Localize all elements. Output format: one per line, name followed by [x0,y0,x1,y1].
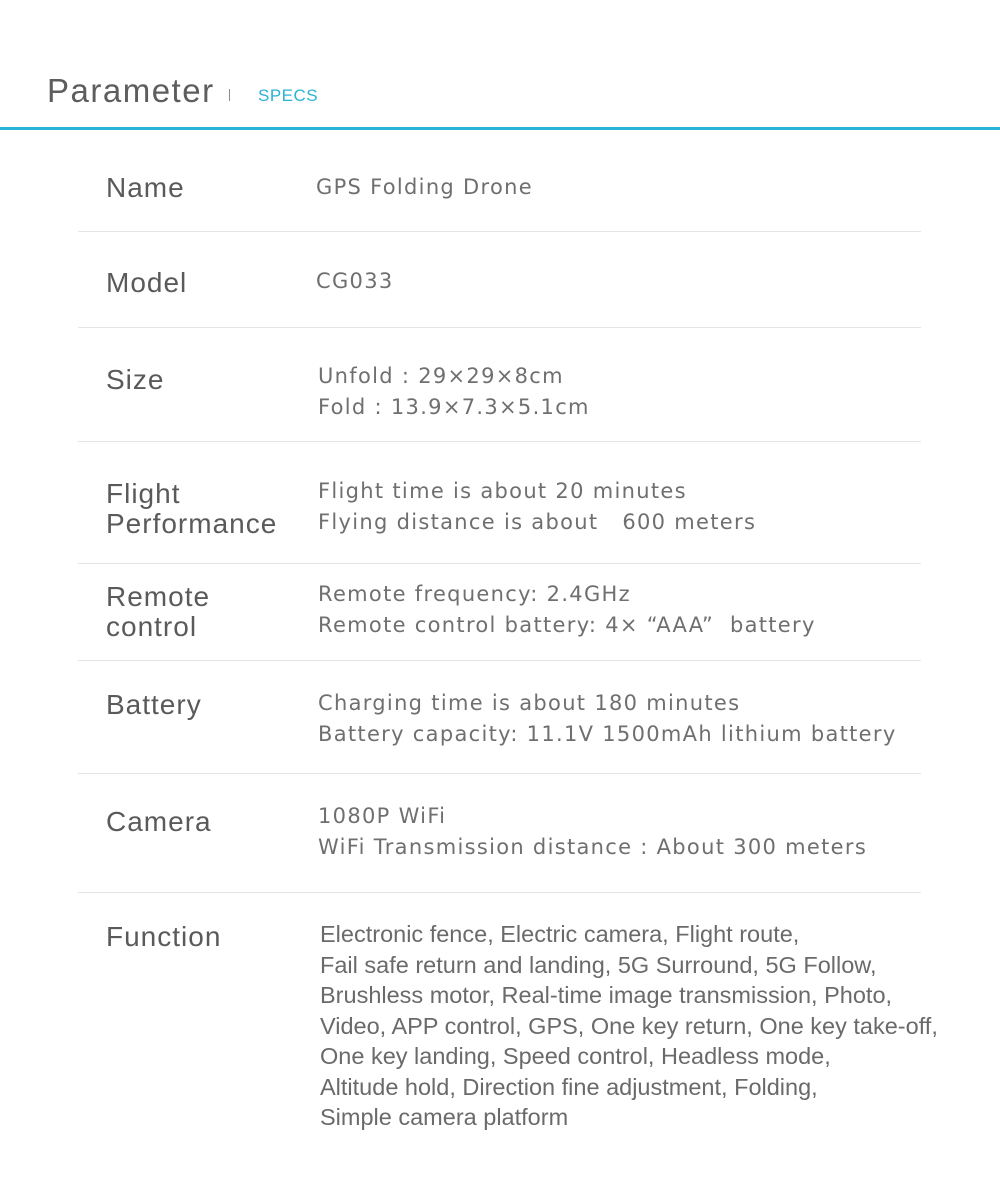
spec-label-line: Function [106,921,222,952]
spec-label [106,173,185,203]
spec-value-line: Flight time is about 20 minutes [318,479,687,503]
spec-value [316,266,394,297]
page-header [0,0,1000,130]
spec-value-line: Electronic fence, Electric camera, Flight route, [320,921,800,947]
spec-label [106,582,210,642]
spec-row-battery [78,661,921,774]
spec-value-line: Battery capacity: 11.1V 1500mAh lithium battery [318,721,897,746]
spec-row-camera [78,774,921,893]
spec-value [316,172,533,203]
spec-label-line: Name [106,172,185,203]
spec-label-line: Performance [106,508,278,539]
spec-row-name [78,130,921,232]
spec-label [106,479,277,539]
spec-value [320,919,938,1133]
spec-value-line: One key landing, Speed control, Headless mode, [320,1043,831,1069]
spec-value [318,476,756,537]
spec-label [106,365,164,395]
spec-row-function [78,893,938,1153]
spec-value-line: 1080P WiFi [318,804,447,828]
spec-label [106,690,202,720]
spec-label-line: Battery [106,689,202,720]
spec-value-line: Simple camera platform [320,1104,569,1130]
spec-label-line: Remote [106,581,211,612]
spec-value-line: GPS Folding Drone [316,175,533,199]
spec-value-line: Remote control battery: 4× “AAA” battery [318,612,816,637]
spec-label [106,922,221,952]
spec-value-line: Flying distance is about 600 meters [318,509,757,534]
spec-value-line: Video, APP control, GPS, One key return, One key take-off, [320,1012,938,1039]
spec-value-line: Altitude hold, Direction fine adjustment, Folding, [320,1073,818,1100]
spec-row-model [78,232,921,328]
spec-label [106,268,187,298]
spec-value [318,579,816,640]
spec-value-line: Remote frequency: 2.4GHz [318,582,631,606]
spec-value-line: Brushless motor, Real-time image transmission, Photo, [320,982,893,1008]
spec-row-remote-control [78,564,921,661]
spec-value-line: Unfold : 29×29×8cm [318,364,564,388]
spec-value [318,801,867,862]
page-title: Parameter [47,72,215,109]
title-separator [229,89,230,101]
spec-value-line: WiFi Transmission distance : About 300 meters [318,834,868,859]
spec-value [318,361,590,422]
spec-value-line: Fold : 13.9×7.3×5.1cm [318,394,590,419]
spec-value-line: CG033 [316,269,394,293]
spec-row-flight-performance [78,442,921,564]
page-subtitle: SPECS [258,86,319,105]
spec-label-line: control [106,611,198,642]
spec-label-line: Flight [106,478,181,509]
spec-value-line: Fail safe return and landing, 5G Surround, 5G Follow, [320,951,877,978]
spec-label-line: Model [106,267,188,298]
spec-label [106,807,212,837]
spec-row-size [78,328,921,442]
spec-label-line: Camera [106,806,212,837]
spec-value-line: Charging time is about 180 minutes [318,691,741,715]
spec-label-line: Size [106,364,165,395]
spec-value [318,688,897,749]
